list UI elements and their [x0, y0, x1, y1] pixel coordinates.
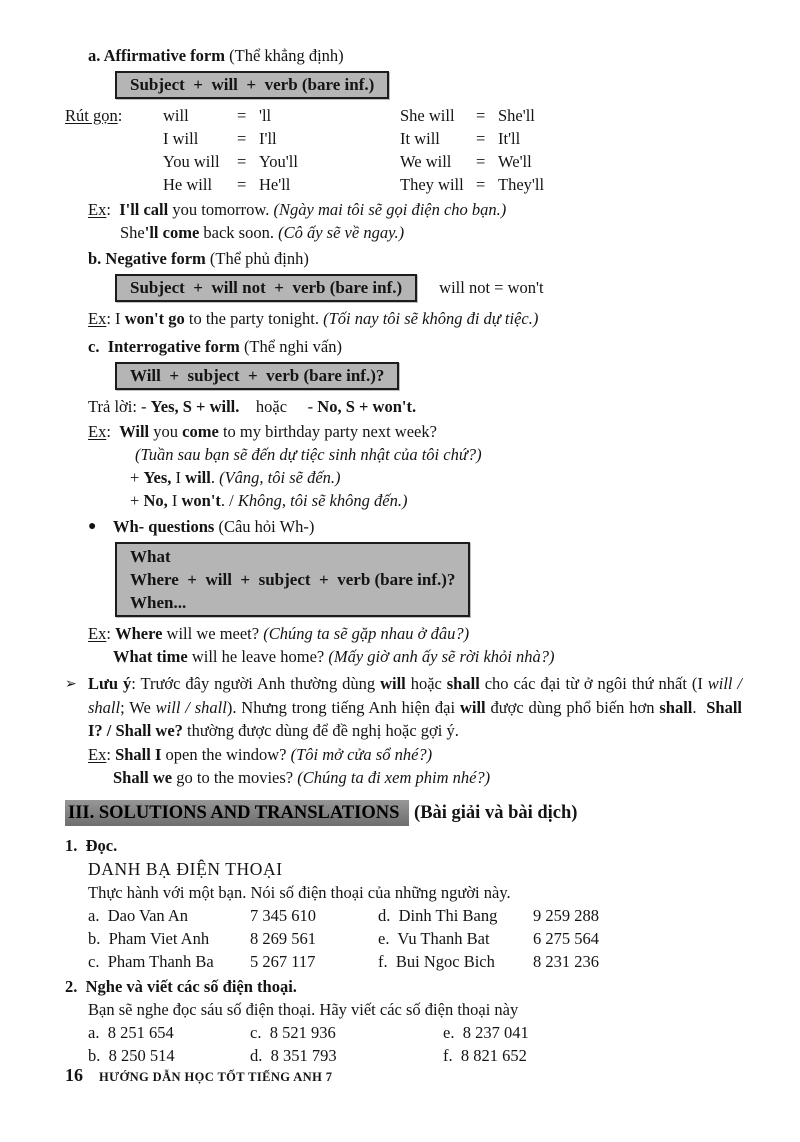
text-segment: Yes, S + will.	[150, 397, 240, 416]
phone-number: 9 259 288	[533, 905, 599, 925]
text-segment: b. Negative form	[88, 249, 206, 268]
solutions-heading	[65, 799, 742, 828]
text-segment: Will	[119, 422, 150, 441]
text-segment: come	[182, 422, 219, 441]
wh-heading	[113, 515, 314, 538]
bullet-icon: ●	[88, 519, 97, 534]
equals-sign: =	[476, 152, 486, 171]
phone-number-answers	[65, 1021, 742, 1067]
text-segment: được dùng phổ biến hơn	[485, 697, 660, 717]
text-segment: No, S + won't.	[317, 397, 417, 416]
text-segment: won't go	[124, 309, 185, 328]
contraction-short: He'll	[259, 175, 291, 194]
contraction-full: I will	[163, 129, 199, 148]
text-segment: c. Interrogative form	[88, 337, 240, 356]
wh-formula-box	[115, 542, 470, 617]
text-segment: will	[380, 674, 406, 693]
interrogative-formula-row	[115, 362, 742, 390]
text-segment: will	[185, 468, 211, 487]
equals-sign: =	[237, 175, 247, 194]
task2-heading: 2. Nghe và viết các số điện thoại.	[65, 976, 297, 996]
directory-row	[88, 904, 742, 927]
text-segment: you	[149, 422, 183, 441]
phone-number: a. 8 251 654	[88, 1022, 174, 1042]
text-segment: : Trước đây người Anh thường dùng	[131, 674, 381, 693]
text-segment: back soon.	[199, 223, 279, 242]
contraction-row	[65, 104, 742, 127]
text-segment: hoặc	[405, 674, 447, 693]
text-segment: go to the movies?	[172, 767, 298, 787]
number-row	[88, 1044, 742, 1067]
text-segment: What time	[113, 647, 188, 666]
text-segment: (Mấy giờ anh ấy sẽ rời khỏi nhà?)	[328, 647, 555, 666]
text-segment: :	[106, 624, 116, 643]
phone-number: 7 345 610	[250, 905, 316, 925]
text-segment: 'll come	[144, 223, 200, 242]
contact-name: a. Dao Van An	[88, 905, 189, 925]
text-segment: (Tôi mở cửa sổ nhé?)	[290, 744, 433, 764]
page-footer	[65, 1065, 332, 1086]
affirmative-heading	[88, 44, 742, 67]
interrogative-answer-no	[130, 489, 742, 512]
text-segment: Wh- questions	[113, 517, 215, 536]
directory-row	[88, 950, 742, 973]
contraction-label	[65, 104, 163, 127]
negative-example	[88, 307, 742, 330]
text-segment: . /	[220, 491, 238, 510]
equals-sign: =	[237, 129, 247, 148]
text-segment: ; We	[120, 697, 156, 717]
negative-formula-box: Subject + will not + verb (bare inf.)	[115, 274, 417, 302]
task1-instruction: Thực hành với một bạn. Nói số điện thoại của những người này.	[88, 882, 511, 902]
solutions-title-tail: (Bài giải và bài dịch)	[409, 802, 578, 823]
wont-contraction-note: will not = won't	[439, 278, 544, 297]
directory-row	[88, 927, 742, 950]
interrogative-answer-yes	[130, 466, 742, 489]
text-segment: will / shall	[155, 697, 227, 717]
text-segment: (Cô ấy sẽ về ngay.)	[278, 223, 405, 242]
solutions-title: III. SOLUTIONS AND TRANSLATIONS	[65, 800, 409, 826]
text-segment: Rút gọn	[65, 106, 118, 125]
contact-name: f. Bui Ngoc Bich	[378, 951, 495, 971]
text-segment: will we meet?	[162, 624, 264, 643]
text-segment: to my birthday party next week?	[218, 422, 437, 441]
text-segment: will / shall	[88, 674, 747, 717]
phone-number: f. 8 821 652	[443, 1045, 527, 1065]
contraction-row	[65, 173, 742, 196]
contraction-full: We will	[400, 152, 452, 171]
interrogative-formula-box: Will + subject + verb (bare inf.)?	[115, 362, 399, 390]
text-segment: won't	[181, 491, 221, 510]
equals-sign: =	[476, 106, 486, 125]
phone-directory	[88, 904, 742, 973]
affirmative-example-2	[120, 221, 742, 244]
wh-formula-row	[115, 542, 742, 617]
text-segment: Yes,	[143, 468, 172, 487]
page-number: 16	[65, 1065, 83, 1085]
text-segment: Ex	[88, 624, 107, 643]
contraction-label	[65, 127, 163, 150]
equals-sign: =	[476, 129, 486, 148]
text-segment: ). Nhưng trong tiếng Anh hiện đại	[226, 697, 460, 717]
text-segment: :	[106, 200, 120, 219]
contraction-full: She will	[400, 106, 455, 125]
text-segment: :	[106, 744, 116, 764]
text-segment: I	[167, 491, 182, 510]
wh-formula-line: When...	[130, 593, 187, 612]
arrow-bullet-icon: ➢	[65, 677, 77, 692]
contraction-row	[65, 150, 742, 173]
wh-heading-row	[88, 515, 742, 538]
text-segment: you tomorrow.	[168, 200, 274, 219]
text-segment: Ex	[88, 309, 107, 328]
text-segment: (Tối nay tôi sẽ không đi dự tiệc.)	[323, 309, 539, 328]
text-segment: (Câu hỏi Wh-)	[214, 517, 315, 536]
equals-sign: =	[476, 175, 486, 194]
wh-example-2	[113, 645, 742, 668]
text-segment: will	[459, 697, 486, 717]
contraction-short: I'll	[259, 129, 277, 148]
negative-formula-row	[115, 274, 742, 302]
phone-number: 8 231 236	[533, 951, 599, 971]
text-segment: She	[120, 223, 145, 242]
wh-formula-line: Where + will + subject + verb (bare inf.)?	[130, 570, 456, 589]
interrogative-example-translation	[135, 443, 742, 466]
text-segment: .	[692, 697, 707, 717]
text-segment: cho các đại từ ở ngôi thứ nhất (I	[479, 674, 708, 693]
text-segment: Shall we	[113, 767, 173, 787]
contraction-table	[65, 104, 742, 196]
answer-pattern	[88, 395, 742, 418]
text-segment: to the party tonight.	[184, 309, 324, 328]
text-segment: Lưu ý	[88, 674, 132, 693]
contraction-short: 'll	[259, 106, 272, 125]
text-segment: (Tuần sau bạn sẽ đến dự tiệc sinh nhật của tôi chứ?)	[135, 445, 482, 464]
text-segment: (Chúng ta đi xem phim nhé?)	[297, 767, 491, 787]
text-segment: (Thể nghi vấn)	[239, 337, 342, 356]
phone-number: 5 267 117	[250, 951, 316, 971]
negative-heading	[88, 247, 742, 270]
phone-number: d. 8 351 793	[250, 1045, 337, 1065]
text-segment: (Vâng, tôi sẽ đến.)	[219, 468, 341, 487]
contraction-full: They will	[400, 175, 464, 194]
contact-name: d. Dinh Thi Bang	[378, 905, 498, 925]
phone-number: e. 8 237 041	[443, 1022, 529, 1042]
equals-sign: =	[237, 152, 247, 171]
text-segment: I'll call	[119, 200, 169, 219]
contraction-row	[65, 127, 742, 150]
phonebook-title: DANH BẠ ĐIỆN THOẠI	[88, 858, 283, 879]
wh-example-1	[88, 622, 742, 645]
contact-name: b. Pham Viet Anh	[88, 928, 210, 948]
task2-instruction: Bạn sẽ nghe đọc sáu số điện thoại. Hãy viết các số điện thoại này	[88, 999, 519, 1019]
note-example-2	[113, 766, 742, 789]
phone-number: 8 269 561	[250, 928, 316, 948]
text-segment: Ex	[88, 744, 107, 764]
text-segment: a. Affirmative form	[88, 46, 225, 65]
contraction-full: will	[163, 106, 189, 125]
text-segment: Shall I	[115, 744, 162, 764]
text-segment: Shall I? / Shall we?	[88, 697, 747, 740]
contraction-label	[65, 173, 163, 196]
text-segment: hoặc -	[239, 397, 318, 416]
wh-formula-line: What	[130, 547, 171, 566]
text-segment: (Thể phủ định)	[205, 249, 309, 268]
phone-number: c. 8 521 936	[250, 1022, 336, 1042]
text-segment: Trả lời: -	[88, 397, 151, 416]
note-paragraph	[88, 672, 747, 743]
text-segment: I	[171, 468, 186, 487]
affirmative-example-1	[88, 198, 742, 221]
affirmative-formula-row	[115, 71, 742, 99]
phone-number: 6 275 564	[533, 928, 599, 948]
text-segment: No,	[143, 491, 168, 510]
text-segment: open the window?	[161, 744, 291, 764]
text-segment: will he leave home?	[187, 647, 329, 666]
contact-name: c. Pham Thanh Ba	[88, 951, 214, 971]
equals-sign: =	[237, 106, 247, 125]
phone-number: b. 8 250 514	[88, 1045, 175, 1065]
contraction-short: She'll	[498, 106, 535, 125]
contraction-short: They'll	[498, 175, 545, 194]
text-segment: .	[210, 468, 220, 487]
interrogative-example-1	[88, 420, 742, 443]
interrogative-heading	[88, 335, 742, 358]
contraction-short: We'll	[498, 152, 532, 171]
note-example-1	[88, 743, 742, 766]
contraction-full: You will	[163, 152, 220, 171]
contact-name: e. Vu Thanh Bat	[378, 928, 490, 948]
text-segment: Không, tôi sẽ không đến.)	[237, 491, 408, 510]
affirmative-formula-box: Subject + will + verb (bare inf.)	[115, 71, 389, 99]
number-row	[88, 1021, 742, 1044]
contraction-full: It will	[400, 129, 440, 148]
text-segment: +	[130, 491, 144, 510]
contraction-label	[65, 150, 163, 173]
text-segment: (Ngày mai tôi sẽ gọi điện cho bạn.)	[273, 200, 507, 219]
text-segment: :	[117, 106, 123, 125]
contraction-short: It'll	[498, 129, 521, 148]
text-segment: (Chúng ta sẽ gặp nhau ở đâu?)	[263, 624, 470, 643]
book-title: HƯỚNG DẪN HỌC TỐT TIẾNG ANH 7	[99, 1070, 333, 1084]
contraction-full: He will	[163, 175, 213, 194]
text-segment: +	[130, 468, 144, 487]
note-block	[65, 672, 747, 789]
text-segment: Where	[115, 624, 163, 643]
text-segment: (Thể khẳng định)	[225, 46, 344, 65]
text-segment: : I	[106, 309, 125, 328]
text-segment: Ex	[88, 200, 107, 219]
text-segment: thường được dùng để đề nghị hoặc gợi ý.	[182, 721, 459, 740]
task1-heading: 1. Đọc.	[65, 835, 118, 855]
contraction-short: You'll	[259, 152, 298, 171]
text-segment: :	[106, 422, 120, 441]
text-segment: shall	[446, 674, 480, 693]
text-segment: shall	[659, 697, 693, 717]
text-segment: Ex	[88, 422, 107, 441]
